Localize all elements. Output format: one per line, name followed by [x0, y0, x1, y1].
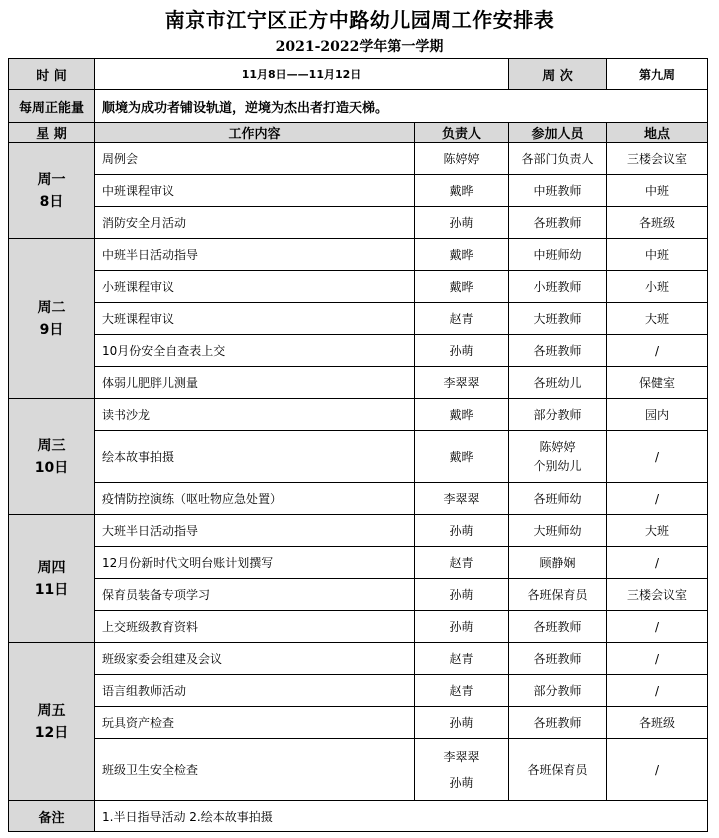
task-owner: 戴晔 — [415, 431, 509, 483]
task-location: 各班级 — [607, 207, 708, 239]
task-participants — [509, 431, 607, 483]
task-content: 中班课程审议 — [95, 175, 415, 207]
day-date: 9日 — [39, 321, 64, 338]
task-owner — [415, 739, 509, 801]
table-row — [9, 271, 708, 303]
task-location: 三楼会议室 — [607, 579, 708, 611]
task-owner: 孙萌 — [415, 515, 509, 547]
table-row — [9, 547, 708, 579]
task-location: 中班 — [607, 239, 708, 271]
task-participants: 中班师幼 — [509, 239, 607, 271]
task-location: 园内 — [607, 399, 708, 431]
day-name: 周四 — [37, 559, 66, 576]
task-participants: 各班教师 — [509, 643, 607, 675]
task-content: 保育员装备专项学习 — [95, 579, 415, 611]
task-owner: 赵青 — [415, 547, 509, 579]
page-title: 南京市江宁区正方中路幼儿园周工作安排表 — [164, 8, 555, 32]
task-owner: 陈婷婷 — [415, 143, 509, 175]
table-row — [9, 707, 708, 739]
task-location: / — [607, 547, 708, 579]
task-content: 周例会 — [95, 143, 415, 175]
notes-row — [9, 801, 708, 832]
table-row — [9, 643, 708, 675]
task-participants: 各部门负责人 — [509, 143, 607, 175]
day-cell-monday — [9, 143, 95, 239]
task-content: 大班课程审议 — [95, 303, 415, 335]
info-row — [9, 59, 708, 90]
task-owner: 孙萌 — [415, 611, 509, 643]
table-row — [9, 303, 708, 335]
task-location: / — [607, 335, 708, 367]
task-participants: 各班幼儿 — [509, 367, 607, 399]
day-name: 周五 — [37, 702, 66, 719]
week-label: 周 次 — [509, 59, 607, 90]
header-day: 星 期 — [9, 123, 95, 143]
motto-label: 每周正能量 — [9, 90, 95, 123]
table-row — [9, 335, 708, 367]
task-owner: 赵青 — [415, 643, 509, 675]
table-row — [9, 515, 708, 547]
task-participants: 部分教师 — [509, 675, 607, 707]
task-location: 小班 — [607, 271, 708, 303]
task-location: / — [607, 643, 708, 675]
day-date: 12日 — [34, 724, 69, 741]
task-owner: 戴晔 — [415, 399, 509, 431]
day-date: 8日 — [39, 193, 64, 210]
day-date: 11日 — [34, 581, 69, 598]
task-content: 体弱儿肥胖儿测量 — [95, 367, 415, 399]
header-participants: 参加人员 — [509, 123, 607, 143]
day-cell-tuesday — [9, 239, 95, 399]
task-participants: 各班教师 — [509, 707, 607, 739]
table-row — [9, 739, 708, 801]
task-owner: 戴晔 — [415, 175, 509, 207]
header-row — [9, 123, 708, 143]
task-content: 大班半日活动指导 — [95, 515, 415, 547]
header-content: 工作内容 — [95, 123, 415, 143]
owner-line: 孙萌 — [449, 775, 474, 790]
owner-line: 李翠翠 — [443, 749, 480, 764]
task-content: 疫情防控演练（呕吐物应急处置） — [95, 483, 415, 515]
day-cell-wednesday — [9, 399, 95, 515]
table-row — [9, 367, 708, 399]
week-value: 第九周 — [607, 59, 708, 90]
header-owner: 负责人 — [415, 123, 509, 143]
table-row — [9, 143, 708, 175]
table-row — [9, 675, 708, 707]
notes-text: 1.半日指导活动 2.绘本故事拍摄 — [95, 801, 708, 832]
day-cell-thursday — [9, 515, 95, 643]
task-location: 保健室 — [607, 367, 708, 399]
task-content: 中班半日活动指导 — [95, 239, 415, 271]
task-participants: 各班保育员 — [509, 579, 607, 611]
task-participants: 各班保育员 — [509, 739, 607, 801]
task-content: 12月份新时代文明台账计划撰写 — [95, 547, 415, 579]
day-name: 周三 — [37, 437, 66, 454]
table-row — [9, 175, 708, 207]
table-row — [9, 611, 708, 643]
day-name: 周一 — [37, 171, 66, 188]
task-location: / — [607, 675, 708, 707]
task-participants: 中班教师 — [509, 175, 607, 207]
motto-text: 顺境为成功者铺设轨道，逆境为杰出者打造天梯。 — [95, 90, 708, 123]
task-content: 小班课程审议 — [95, 271, 415, 303]
table-row — [9, 431, 708, 483]
table-row — [9, 399, 708, 431]
time-label: 时 间 — [9, 59, 95, 90]
task-location: / — [607, 431, 708, 483]
task-participants: 各班教师 — [509, 335, 607, 367]
task-owner: 孙萌 — [415, 335, 509, 367]
motto-row — [9, 90, 708, 123]
table-row — [9, 239, 708, 271]
notes-label: 备注 — [9, 801, 95, 832]
task-owner: 戴晔 — [415, 271, 509, 303]
day-name: 周二 — [37, 299, 66, 316]
header-location: 地点 — [607, 123, 708, 143]
task-content: 消防安全月活动 — [95, 207, 415, 239]
page-subtitle: 2021-2022学年第一学期 — [275, 39, 444, 55]
participant-line: 个别幼儿 — [533, 458, 582, 473]
task-owner: 赵青 — [415, 675, 509, 707]
task-participants: 大班教师 — [509, 303, 607, 335]
task-participants: 顾静娴 — [509, 547, 607, 579]
schedule-table — [8, 58, 708, 832]
task-location: 中班 — [607, 175, 708, 207]
task-location: 三楼会议室 — [607, 143, 708, 175]
task-participants: 各班师幼 — [509, 483, 607, 515]
table-row — [9, 483, 708, 515]
task-participants: 各班教师 — [509, 611, 607, 643]
task-location: / — [607, 611, 708, 643]
task-owner: 李翠翠 — [415, 483, 509, 515]
task-content: 语言组教师活动 — [95, 675, 415, 707]
task-owner: 孙萌 — [415, 579, 509, 611]
task-participants: 小班教师 — [509, 271, 607, 303]
task-participants: 大班师幼 — [509, 515, 607, 547]
task-content: 读书沙龙 — [95, 399, 415, 431]
participant-line: 陈婷婷 — [539, 439, 576, 454]
task-owner: 赵青 — [415, 303, 509, 335]
task-content: 绘本故事拍摄 — [95, 431, 415, 483]
task-owner: 戴晔 — [415, 239, 509, 271]
time-value: 11月8日——11月12日 — [95, 59, 509, 90]
task-location: 各班级 — [607, 707, 708, 739]
task-owner: 李翠翠 — [415, 367, 509, 399]
task-content: 10月份安全自查表上交 — [95, 335, 415, 367]
task-location: / — [607, 483, 708, 515]
task-participants: 各班教师 — [509, 207, 607, 239]
task-location: 大班 — [607, 515, 708, 547]
task-owner: 孙萌 — [415, 707, 509, 739]
task-content: 玩具资产检查 — [95, 707, 415, 739]
day-cell-friday — [9, 643, 95, 801]
task-location: / — [607, 739, 708, 801]
day-date: 10日 — [34, 459, 69, 476]
task-participants: 部分教师 — [509, 399, 607, 431]
task-content: 班级卫生安全检查 — [95, 739, 415, 801]
task-content: 上交班级教育资料 — [95, 611, 415, 643]
table-row — [9, 207, 708, 239]
task-content: 班级家委会组建及会议 — [95, 643, 415, 675]
task-owner: 孙萌 — [415, 207, 509, 239]
table-row — [9, 579, 708, 611]
task-location: 大班 — [607, 303, 708, 335]
